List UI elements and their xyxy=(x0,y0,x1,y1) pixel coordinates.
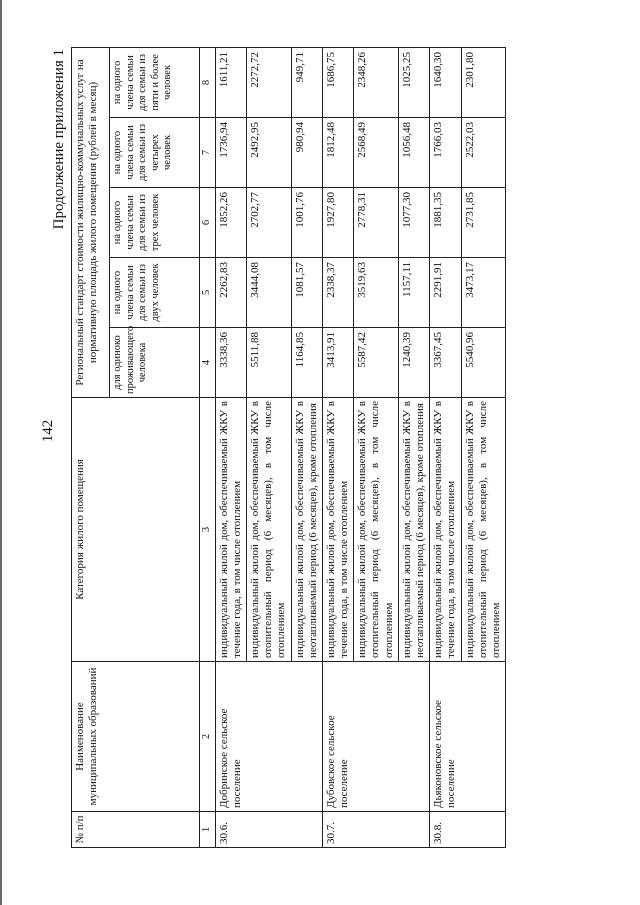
value-cell: 1081,57 xyxy=(291,258,322,328)
column-number: 7 xyxy=(200,118,216,188)
value-cell: 5540,96 xyxy=(461,328,506,398)
value-cell: 5511,88 xyxy=(246,328,291,398)
value-cell: 1881,35 xyxy=(430,188,461,258)
value-cell: 3413,91 xyxy=(322,328,353,398)
value-cell: 3444,08 xyxy=(246,258,291,328)
housing-category: индивидуальный жилой дом, обеспечиваемый ЖКУ в неотапливаемый период (6 месяцев), кроме отопления xyxy=(398,398,429,662)
value-cell: 1001,76 xyxy=(291,188,322,258)
value-cell: 1611,21 xyxy=(215,47,246,117)
value-cell: 2338,37 xyxy=(322,258,353,328)
value-cell: 1686,75 xyxy=(322,47,353,117)
value-cell: 2522,03 xyxy=(461,118,506,188)
column-number: 5 xyxy=(200,258,216,328)
column-number: 4 xyxy=(200,328,216,398)
housing-category: индивидуальный жилой дом, обеспечиваемый ЖКУ в течение года, в том числе отоплением xyxy=(215,398,246,662)
value-cell: 1240,39 xyxy=(398,328,429,398)
column-number: 8 xyxy=(200,47,216,117)
column-number: 3 xyxy=(200,398,216,662)
value-cell: 5587,42 xyxy=(354,328,399,398)
table-row xyxy=(322,47,353,847)
value-cell: 2702,77 xyxy=(246,188,291,258)
value-cell: 1077,30 xyxy=(398,188,429,258)
municipality-name: Добринское сельское поселение xyxy=(215,662,322,812)
value-cell: 3473,17 xyxy=(461,258,506,328)
page-number: 142 xyxy=(40,419,56,443)
value-cell: 3338,36 xyxy=(215,328,246,398)
value-cell: 2731,85 xyxy=(461,188,506,258)
value-cell: 1157,11 xyxy=(398,258,429,328)
rotated-document-page xyxy=(45,43,605,848)
header-family-5: на одного члена семьи для семьи из пяти и более человек xyxy=(110,47,200,117)
column-number: 6 xyxy=(200,188,216,258)
value-cell: 2348,26 xyxy=(354,47,399,117)
table-row xyxy=(215,47,246,847)
value-cell: 1927,80 xyxy=(322,188,353,258)
value-cell: 1766,03 xyxy=(430,118,461,188)
value-cell: 1025,25 xyxy=(398,47,429,117)
housing-category: индивидуальный жилой дом, обеспечиваемый ЖКУ в течение года, в том числе отоплением xyxy=(430,398,461,662)
housing-category: индивидуальный жилой дом, обеспечиваемый ЖКУ в течение года, в том числе отоплением xyxy=(322,398,353,662)
value-cell: 3367,45 xyxy=(430,328,461,398)
value-cell: 2301,80 xyxy=(461,47,506,117)
row-code: 30.7. xyxy=(322,812,429,848)
value-cell: 980,94 xyxy=(291,118,322,188)
value-cell: 2262,83 xyxy=(215,258,246,328)
row-code: 30.8. xyxy=(430,812,506,848)
value-cell: 1056,48 xyxy=(398,118,429,188)
appendix-title: Продолжение приложения 1 xyxy=(51,49,67,230)
housing-standard-table xyxy=(71,47,506,848)
value-cell: 1640,30 xyxy=(430,47,461,117)
housing-category: индивидуальный жилой дом, обеспечиваемый ЖКУ в отопительный период (6 месяцев), в том числе отоплением xyxy=(246,398,291,662)
municipality-name: Дьяконовское сельское поселение xyxy=(430,662,506,812)
header-family-3: на одного члена семьи для семьи из трех человек xyxy=(110,188,200,258)
column-number-row xyxy=(200,47,216,847)
value-cell: 2568,49 xyxy=(354,118,399,188)
header-municipality: Наименование муниципальных образований xyxy=(72,662,200,812)
value-cell: 2492,95 xyxy=(246,118,291,188)
header-single-person: для одиноко проживающего человека xyxy=(110,328,200,398)
value-cell: 1852,26 xyxy=(215,188,246,258)
row-code: 30.6. xyxy=(215,812,322,848)
value-cell: 1812,48 xyxy=(322,118,353,188)
column-number: 1 xyxy=(200,812,216,848)
housing-category: индивидуальный жилой дом, обеспечиваемый ЖКУ в отопительный период (6 месяцев), в том числе отоплением xyxy=(461,398,506,662)
value-cell: 2291,91 xyxy=(430,258,461,328)
header-number: № п/п xyxy=(72,812,200,848)
value-cell: 1164,85 xyxy=(291,328,322,398)
value-cell: 949,71 xyxy=(291,47,322,117)
value-cell: 2778,31 xyxy=(354,188,399,258)
column-number: 2 xyxy=(200,662,216,812)
header-standard: Региональный стандарт стоимости жилищно-коммунальных услуг на нормативную площадь жилого помещения (рублей в месяц) xyxy=(72,47,110,397)
housing-category: индивидуальный жилой дом, обеспечиваемый ЖКУ в отопительный период (6 месяцев), в том числе отоплением xyxy=(354,398,399,662)
header-family-2: на одного члена семьи для семьи из двух человек xyxy=(110,258,200,328)
housing-category: индивидуальный жилой дом, обеспечиваемый ЖКУ в неотапливаемый период (6 месяцев), кроме отопления xyxy=(291,398,322,662)
value-cell: 1736,94 xyxy=(215,118,246,188)
municipality-name: Дубовское сельское поселение xyxy=(322,662,429,812)
table-row xyxy=(430,47,461,847)
value-cell: 2272,72 xyxy=(246,47,291,117)
value-cell: 3519,63 xyxy=(354,258,399,328)
header-family-4: на одного члена семьи для семьи из четырех человек xyxy=(110,118,200,188)
header-category: Категория жилого помещения xyxy=(72,398,200,662)
